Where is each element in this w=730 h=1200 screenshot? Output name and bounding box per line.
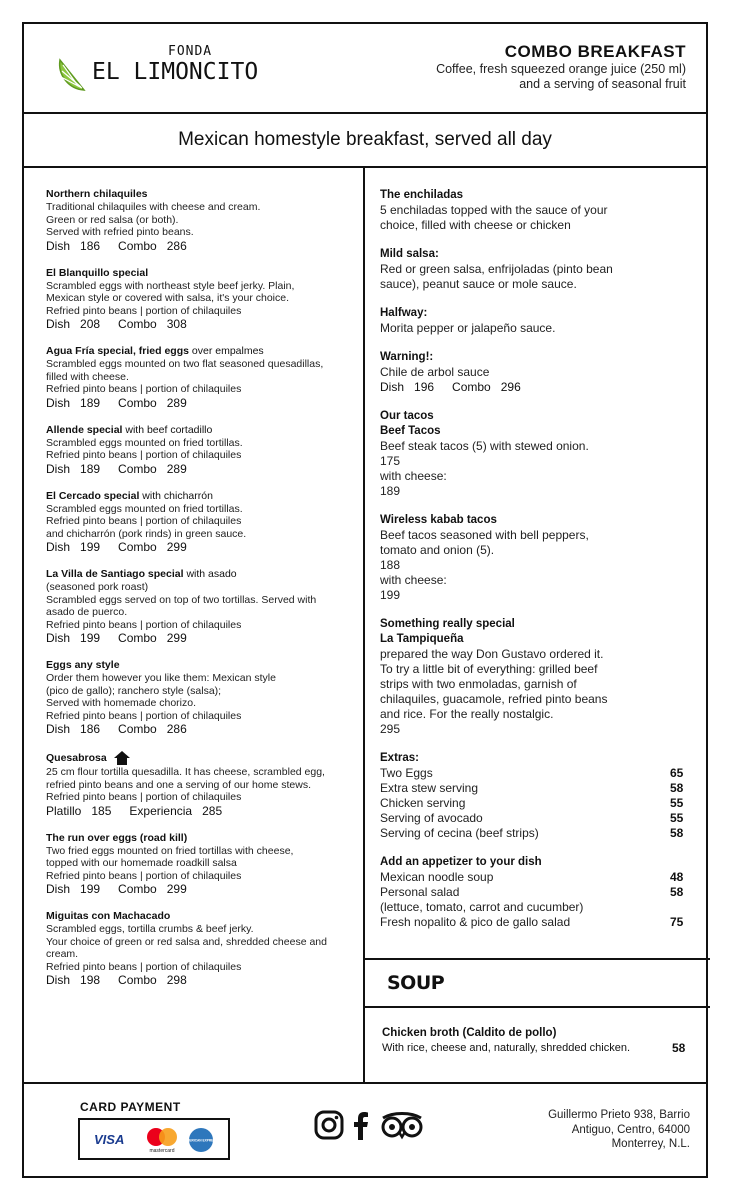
appetizer-section (380, 855, 692, 930)
list-item-name: Two Eggs (380, 766, 433, 780)
item-desc: Your choice of green or red salsa and, shredded cheese and (46, 935, 327, 948)
item-desc: with cheese: (380, 469, 447, 483)
item-title-bold: El Cercado special (46, 489, 140, 502)
list-item-name: (lettuce, tomato, carrot and cucumber) (380, 900, 584, 914)
menu-item-warning (380, 350, 692, 395)
list-item-price: 55 (670, 811, 684, 825)
item-price: 189 (380, 484, 401, 498)
item-title (46, 568, 364, 581)
item-desc: 25 cm flour tortilla quesadilla. It has cheese, scrambled egg, (46, 766, 325, 778)
price-label: Dish (46, 722, 71, 736)
item-prices (46, 396, 364, 411)
item-desc: refried pinto beans and one a serving of our home stews. (46, 778, 311, 791)
item-price: 188 (380, 558, 401, 572)
item-price: 175 (380, 454, 401, 468)
item-title: Wireless kabab tacos (380, 514, 497, 526)
price-value: 299 (166, 540, 187, 554)
item-desc: Scrambled eggs mounted on fried tortillas. (46, 436, 243, 449)
item-desc: Morita pepper or jalapeño sauce. (380, 321, 556, 335)
menu-item-wireless-tacos (380, 513, 692, 603)
item-prices (46, 882, 364, 897)
menu-item (46, 424, 364, 477)
price-value: 286 (166, 238, 187, 253)
price-value: 208 (80, 317, 101, 331)
item-desc: Refried pinto beans | portion of chilaquiles (46, 383, 242, 395)
menu-item-tacos (380, 409, 692, 499)
item-desc: Mexican style or covered with salsa, it's your choice. (46, 292, 290, 304)
menu-item (46, 345, 364, 411)
item-desc: asado de puerco. (46, 606, 128, 618)
list-item-price: 58 (670, 826, 684, 840)
menu-item-chicken-broth (382, 1026, 694, 1056)
mastercard-logo (142, 1126, 182, 1154)
item-prices (46, 317, 364, 332)
item-desc: (pico de gallo); ranchero style (salsa); (46, 684, 222, 697)
price-label: Combo (452, 380, 491, 394)
price-label: Experiencia (129, 803, 193, 818)
price-label: Dish (380, 380, 405, 394)
price-label: Dish (46, 238, 71, 253)
item-desc: Refried pinto beans | portion of chilaquiles (46, 618, 242, 631)
tripadvisor-icon[interactable] (379, 1110, 425, 1140)
item-desc: topped with our homemade roadkill salsa (46, 857, 237, 869)
item-title-bold: La Villa de Santiago special (46, 568, 184, 580)
item-desc: prepared the way Don Gustavo ordered it. (380, 647, 604, 661)
list-item (380, 796, 692, 811)
menu-item (46, 568, 364, 646)
menu-item-halfway (380, 306, 692, 336)
price-label: Dish (46, 631, 71, 645)
footer (24, 1082, 706, 1180)
price-label: Combo (118, 317, 157, 331)
list-item-price: 75 (670, 915, 684, 929)
amex-text: AMERICAN EXPRESS (184, 1138, 218, 1143)
house-icon (113, 750, 131, 766)
menu-item (46, 490, 364, 556)
price-value: 199 (80, 882, 101, 896)
item-desc: Chile de arbol sauce (380, 365, 490, 379)
item-desc: and rice. For the really nostalgic. (380, 707, 554, 721)
list-item-price (670, 900, 692, 915)
appetizer-list (380, 870, 692, 930)
list-item (380, 900, 692, 915)
price-label: Combo (118, 882, 157, 896)
price-value: 189 (80, 395, 101, 410)
item-title-bold: Allende special (46, 423, 123, 436)
item-desc: Beef steak tacos (5) with stewed onion. (380, 439, 589, 453)
menu-item (46, 832, 364, 898)
item-desc: and chicharrón (pork rinds) in green sauce. (46, 527, 247, 540)
item-title: La Tampiqueña (380, 633, 464, 645)
address-line: Monterrey, N.L. (611, 1138, 690, 1150)
item-desc: Refried pinto beans | portion of chilaquiles (46, 449, 242, 461)
item-prices (46, 462, 364, 477)
item-desc: Served with refried pinto beans. (46, 226, 194, 238)
item-desc: strips with two enmoladas, garnish of (380, 677, 577, 691)
menu-item-tampiquena (380, 617, 692, 737)
item-desc: Red or green salsa, enfrijoladas (pinto bean (380, 262, 613, 276)
visa-logo: VISA (94, 1132, 125, 1147)
list-item-name: Mexican noodle soup (380, 870, 494, 884)
item-title-extra: with asado (183, 568, 237, 580)
item-desc: With rice, cheese and, naturally, shredded chicken. (382, 1042, 631, 1054)
extras-list (380, 766, 692, 841)
combo-title: COMBO BREAKFAST (504, 42, 686, 61)
item-desc: Scrambled eggs with northeast style beef jerky. Plain, (46, 279, 295, 292)
menu-frame (22, 22, 708, 1178)
item-desc: sauce), peanut sauce or mole sauce. (380, 277, 577, 291)
price-label: Combo (118, 540, 157, 554)
item-desc: with cheese: (380, 573, 447, 587)
item-title-bold: Quesabrosa (46, 751, 107, 764)
price-label: Dish (46, 882, 71, 896)
address-line: Guillermo Prieto 938, Barrio (548, 1109, 690, 1121)
logo-name: EL LIMONCITO (92, 59, 259, 85)
list-item (380, 781, 692, 796)
price-label: Combo (118, 238, 157, 253)
item-title-bold: El Blanquillo special (46, 266, 149, 279)
instagram-icon[interactable] (314, 1110, 344, 1140)
list-item-name: Fresh nopalito & pico de gallo salad (380, 915, 571, 929)
item-desc: Scrambled eggs mounted on two flat seasoned quesadillas, (46, 358, 324, 370)
item-prices (380, 380, 692, 395)
item-title: The enchiladas (380, 189, 464, 201)
lime-slice-icon (56, 56, 88, 92)
price-label: Dish (46, 540, 71, 554)
price-value: 289 (166, 395, 187, 410)
menu-item (46, 188, 364, 254)
list-item-name: Chicken serving (380, 796, 466, 810)
mastercard-text: mastercard (149, 1148, 175, 1154)
price-value: 198 (80, 973, 101, 987)
item-desc: choice, filled with cheese or chicken (380, 218, 571, 232)
item-desc: Order them however you like them: Mexican style (46, 672, 276, 684)
item-price: 58 (672, 1041, 686, 1055)
price-value: 299 (166, 631, 187, 645)
item-title: Beef Tacos (380, 425, 441, 437)
price-value: 286 (166, 722, 187, 736)
list-item-price: 48 (670, 870, 684, 884)
price-label: Combo (118, 461, 157, 476)
list-item-name: Serving of cecina (beef strips) (380, 826, 539, 840)
item-desc: Scrambled eggs mounted on fried tortillas. (46, 502, 243, 515)
item-prices (46, 239, 364, 254)
price-value: 186 (80, 238, 101, 253)
item-desc: Served with homemade chorizo. (46, 697, 196, 709)
section-title: Extras: (380, 752, 419, 764)
item-desc: Refried pinto beans | portion of chilaquiles (46, 304, 242, 317)
social-icons (314, 1110, 425, 1140)
right-column (380, 188, 692, 944)
list-item-price: 55 (670, 796, 684, 810)
section-title: Something really special (380, 618, 515, 630)
price-label: Platillo (46, 803, 82, 818)
menu-item (46, 750, 364, 819)
banner: Mexican homestyle breakfast, served all day (24, 114, 706, 168)
item-desc: Refried pinto beans | portion of chilaquiles (46, 709, 242, 722)
price-value: 196 (414, 380, 435, 394)
item-title-bold: Eggs any style (46, 659, 120, 671)
item-desc: chilaquiles, guacamole, refried pinto beans (380, 692, 608, 706)
combo-breakfast (436, 42, 686, 92)
item-desc: Green or red salsa (or both). (46, 213, 179, 226)
list-item (380, 915, 692, 930)
menu-item (46, 267, 364, 333)
item-title (46, 345, 364, 358)
item-title-bold: Miguitas con Machacado (46, 910, 171, 922)
item-title (46, 910, 364, 923)
soup-heading-band (365, 958, 710, 1008)
item-title-extra: with beef cortadillo (122, 423, 213, 436)
list-item-price: 58 (670, 885, 684, 899)
item-desc: 5 enchiladas topped with the sauce of your (380, 203, 608, 217)
item-desc: Two fried eggs mounted on fried tortillas with cheese, (46, 844, 294, 857)
item-desc: Refried pinto beans | portion of chilaquiles (46, 960, 242, 973)
item-desc: Scrambled eggs served on top of two tortillas. Served with (46, 593, 317, 606)
list-item-price: 65 (670, 766, 684, 780)
price-label: Combo (118, 722, 157, 736)
list-item-price: 58 (670, 781, 684, 795)
list-item (380, 811, 692, 826)
price-label: Dish (46, 317, 71, 331)
item-prices (46, 722, 364, 737)
price-value: 298 (166, 973, 187, 987)
list-item (380, 870, 692, 885)
item-title: Halfway: (380, 307, 428, 319)
price-label: Combo (118, 973, 157, 987)
soup-heading: SOUP (387, 972, 445, 994)
menu-item (46, 659, 364, 737)
item-title-bold: The run over eggs (road kill) (46, 831, 188, 844)
item-title-bold: Agua Fría special, fried eggs (46, 345, 189, 357)
extras-section (380, 751, 692, 841)
item-price: 295 (380, 722, 401, 736)
item-title: Chicken broth (Caldito de pollo) (382, 1027, 557, 1039)
menu-item (46, 910, 364, 988)
price-value: 199 (80, 540, 101, 554)
section-title: Add an appetizer to your dish (380, 856, 542, 868)
item-desc: cream. (46, 948, 79, 960)
price-value: 186 (80, 722, 101, 736)
list-item (380, 885, 692, 900)
item-title: Warning!: (380, 351, 434, 363)
item-title-bold: Northern chilaquiles (46, 188, 148, 200)
item-prices (46, 804, 364, 819)
item-title-extra: with chicharrón (139, 489, 213, 502)
card-logos (78, 1118, 230, 1160)
address (548, 1108, 690, 1152)
item-title (46, 659, 364, 672)
logo (56, 44, 296, 104)
item-desc: Scrambled eggs, tortilla crumbs & beef jerky. (46, 923, 254, 935)
item-row (382, 1041, 694, 1056)
item-desc: Refried pinto beans | portion of chilaquiles (46, 869, 242, 882)
menu-item-mild-salsa (380, 247, 692, 292)
price-value: 289 (166, 461, 187, 476)
price-label: Combo (118, 395, 157, 410)
item-prices (46, 631, 364, 646)
left-column (46, 188, 364, 1001)
price-label: Dish (46, 395, 71, 410)
combo-desc-line1: Coffee, fresh squeezed orange juice (250 ml) (436, 62, 686, 76)
item-desc: To try a little bit of everything: grilled beef (380, 662, 598, 676)
combo-desc-line2: and a serving of seasonal fruit (519, 77, 686, 91)
price-value: 296 (500, 380, 521, 394)
item-title (46, 490, 364, 503)
item-title (46, 267, 364, 280)
amex-logo (184, 1127, 218, 1153)
item-title-extra: over empalmes (188, 345, 264, 357)
logo-fonda: FONDA (168, 44, 213, 59)
list-item-name: Personal salad (380, 885, 460, 899)
item-desc: Refried pinto beans | portion of chilaquiles (46, 791, 242, 803)
header (24, 24, 706, 114)
price-value: 185 (91, 803, 112, 818)
item-title (46, 188, 364, 201)
list-item-name: Extra stew serving (380, 781, 479, 795)
card-payment-title: CARD PAYMENT (80, 1100, 181, 1114)
item-title: Mild salsa: (380, 248, 439, 260)
item-desc: Traditional chilaquiles with cheese and cream. (46, 201, 261, 213)
list-item (380, 766, 692, 781)
item-desc: tomato and onion (5). (380, 543, 495, 557)
item-title (46, 424, 364, 437)
item-desc: Beef tacos seasoned with bell peppers, (380, 528, 589, 542)
price-value: 285 (202, 803, 223, 818)
facebook-icon[interactable] (352, 1110, 370, 1140)
price-value: 299 (166, 882, 187, 896)
list-item (380, 826, 692, 841)
item-desc: filled with cheese. (46, 370, 129, 383)
price-value: 308 (166, 317, 187, 331)
item-desc: (seasoned pork roast) (46, 581, 149, 593)
price-label: Dish (46, 973, 71, 987)
menu-item-enchiladas (380, 188, 692, 233)
list-item-name: Serving of avocado (380, 811, 483, 825)
item-price: 199 (380, 588, 401, 602)
price-label: Combo (118, 631, 157, 645)
item-prices (46, 973, 364, 988)
section-title: Our tacos (380, 410, 434, 422)
item-title (46, 750, 364, 766)
price-label: Dish (46, 461, 71, 476)
item-desc: Refried pinto beans | portion of chilaquiles (46, 515, 242, 527)
price-value: 199 (80, 631, 101, 645)
item-prices (46, 540, 364, 555)
address-line: Antiguo, Centro, 64000 (571, 1123, 690, 1136)
price-value: 189 (80, 461, 101, 476)
item-title (46, 832, 364, 845)
